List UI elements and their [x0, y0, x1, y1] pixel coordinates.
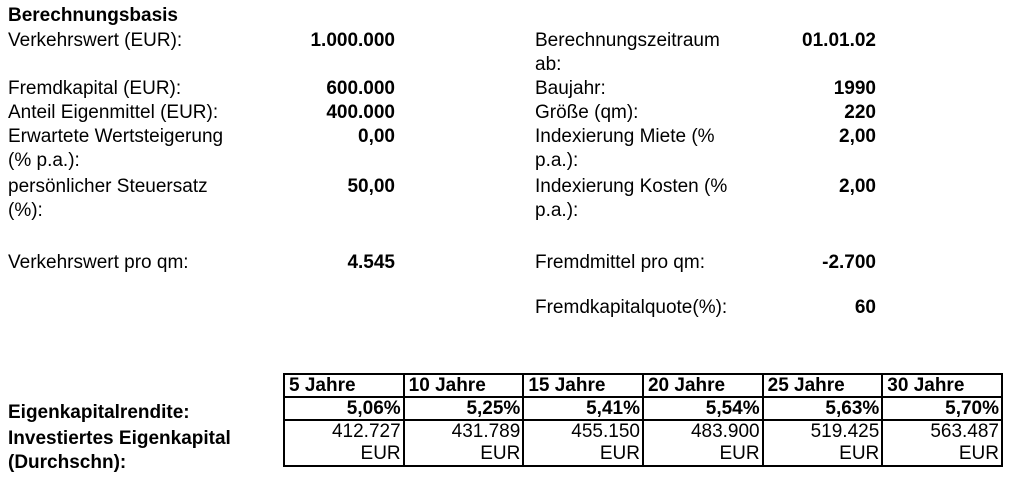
invested-amount: 519.425 — [810, 421, 880, 442]
rendite-cell: 5,25% — [404, 397, 524, 420]
invested-amount: 483.900 — [690, 421, 760, 442]
period-header: 10 Jahre — [404, 374, 524, 397]
vw-pro-qm-label: Verkehrswert pro qm: — [8, 252, 189, 273]
period-header-row — [284, 374, 1002, 397]
rendite-cell: 5,63% — [763, 397, 883, 420]
zeitraum-label-line2: ab: — [535, 54, 562, 75]
rendite-cell: 5,54% — [643, 397, 763, 420]
fk-quote-value: 60 — [854, 297, 876, 318]
eigenmittel-label: Anteil Eigenmittel (EUR): — [8, 102, 219, 123]
idx-kosten-value: 2,00 — [839, 176, 876, 197]
groesse-label: Größe (qm): — [535, 102, 639, 123]
baujahr-value: 1990 — [833, 78, 876, 99]
invested-cell — [882, 420, 1002, 466]
zeitraum-label-line1: Berechnungszeitraum — [535, 30, 720, 51]
invested-row — [284, 420, 1002, 466]
zeitraum-value: 01.01.02 — [802, 30, 876, 51]
period-header: 15 Jahre — [523, 374, 643, 397]
invested-currency: EUR — [958, 443, 999, 464]
fm-pro-qm-value: -2.700 — [822, 252, 876, 273]
steuersatz-value: 50,00 — [347, 176, 395, 197]
invested-cell — [643, 420, 763, 466]
period-header: 30 Jahre — [882, 374, 1002, 397]
section-title: Berechnungsbasis — [8, 5, 178, 26]
invest-label-line2: (Durchschn): — [8, 452, 127, 473]
invested-cell — [523, 420, 643, 466]
invested-amount: 563.487 — [930, 421, 999, 442]
fk-quote-label: Fremdkapitalquote(%): — [535, 297, 728, 318]
idx-miete-label-line1: Indexierung Miete (% — [535, 126, 715, 147]
eigenmittel-value: 400.000 — [326, 102, 395, 123]
fremdkapital-value: 600.000 — [326, 78, 395, 99]
rendite-cell: 5,06% — [284, 397, 404, 420]
steuersatz-label-line1: persönlicher Steuersatz — [8, 176, 208, 197]
invested-currency: EUR — [839, 443, 880, 464]
rendite-label: Eigenkapitalrendite: — [8, 402, 190, 423]
period-header: 25 Jahre — [763, 374, 883, 397]
invested-currency: EUR — [480, 443, 521, 464]
wertsteigerung-label-line1: Erwartete Wertsteigerung — [8, 126, 224, 147]
vw-pro-qm-value: 4.545 — [347, 252, 395, 273]
steuersatz-label-line2: (%): — [8, 200, 43, 221]
idx-kosten-label-line2: p.a.): — [535, 200, 579, 221]
verkehrswert-value: 1.000.000 — [310, 30, 395, 51]
results-table — [283, 373, 1003, 467]
invested-amount: 431.789 — [451, 421, 521, 442]
invested-amount: 455.150 — [571, 421, 640, 442]
baujahr-label: Baujahr: — [535, 78, 606, 99]
invested-cell — [763, 420, 883, 466]
invested-currency: EUR — [719, 443, 760, 464]
invested-currency: EUR — [599, 443, 640, 464]
idx-miete-label-line2: p.a.): — [535, 150, 579, 171]
period-header: 20 Jahre — [643, 374, 763, 397]
rendite-row — [284, 397, 1002, 420]
invested-cell — [404, 420, 524, 466]
invested-cell — [284, 420, 404, 466]
invested-amount: 412.727 — [331, 421, 401, 442]
idx-kosten-label-line1: Indexierung Kosten (% — [535, 176, 728, 197]
fremdkapital-label: Fremdkapital (EUR): — [8, 78, 182, 99]
verkehrswert-label: Verkehrswert (EUR): — [8, 30, 183, 51]
invest-label-line1: Investiertes Eigenkapital — [8, 428, 231, 449]
idx-miete-value: 2,00 — [839, 126, 876, 147]
rendite-cell: 5,41% — [523, 397, 643, 420]
wertsteigerung-label-line2: (% p.a.): — [8, 150, 80, 171]
wertsteigerung-value: 0,00 — [358, 126, 395, 147]
invested-currency: EUR — [360, 443, 401, 464]
fm-pro-qm-label: Fremdmittel pro qm: — [535, 252, 705, 273]
period-header: 5 Jahre — [284, 374, 404, 397]
rendite-cell: 5,70% — [882, 397, 1002, 420]
groesse-value: 220 — [844, 102, 876, 123]
